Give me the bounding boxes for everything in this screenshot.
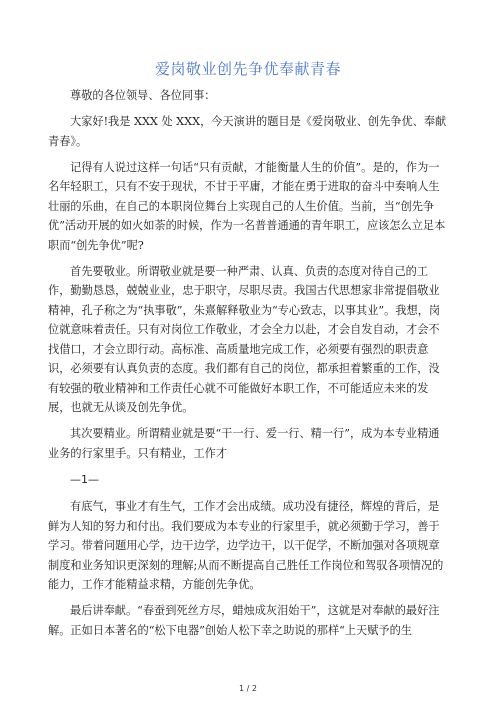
page-number-mark: —1— (70, 472, 99, 486)
paragraph: 最后讲奉献。“春蚕到死丝方尽，蜡烛成灰泪始干”，这就是对奉献的最好注解。正如日本著名的“松下电器”创始人松下幸之助说的那样“上天赋予的生 (48, 604, 440, 637)
document-body (48, 86, 448, 647)
paragraph: 记得有人说过这样一句话“只有贡献，才能衡量人生的价值”。是的，作为一名年轻职工，只有不安于现状，不甘于平庸，才能在勇于进取的奋斗中奏响人生壮丽的乐曲，在自己的本职岗位舞台上实现自己的人生价值。当前，当“创先争优”活动开展的如火如荼的时候，作为一名普普通通的青年职工，应该怎么立足本职而“创先争优”呢? (48, 160, 446, 252)
paragraph: 首先要敬业。所谓敬业就是要一种严肃、认真、负责的态度对待自己的工作，勤勤恳恳，兢兢业业，忠于职守，尽职尽责。我国古代思想家非常提倡敬业精神，孔子称之为“执事敬”，朱熹解释敬业为“专心致志，以事其业”。我想，岗位就意味着责任。只有对岗位工作敬业，才会全力以赴，才会自发自动，才会不找借口，才会立即行动。高标准、高质量地完成工作，必须要有强烈的职责意识，必须要有认真负责的态度。我们都有自己的岗位，都承担着繁重的工作，没有较强的敬业精神和工作责任心就不可能做好本职工作，不可能适应未来的发展，也就无从谈及创先争优。 (48, 264, 441, 414)
paragraph: 有底气，事业才有生气，工作才会出成绩。成功没有捷径，辉煌的背后，是鲜为人知的努力和付出。我们要成为本专业的行家里手，就必须勤于学习，善于学习。带着问题用心学，边干边学，边学边干，以干促学，不断加强对各项规章制度和业务知识更深刻的理解;从而不断提高自己胜任工作岗位和驾驭各项情况的能力，工作才能精益求精，方能创先争优。 (48, 500, 444, 591)
document-title: 爱岗敬业创先争优奉献青春 (154, 60, 341, 78)
paragraph: 其次要精业。所谓精业就是要“干一行、爱一行、精一行”，成为本专业精通业务的行家里手。只有精业，工作才 (48, 427, 440, 460)
paragraph: 大家好!我是 XXX 处 XXX，今天演讲的题目是《爱岗敬业、创先争优、奉献青春》。 (48, 115, 447, 148)
page-footer: 1 / 2 (239, 684, 257, 693)
greeting: 尊敬的各位领导、各位同事： (70, 89, 216, 102)
